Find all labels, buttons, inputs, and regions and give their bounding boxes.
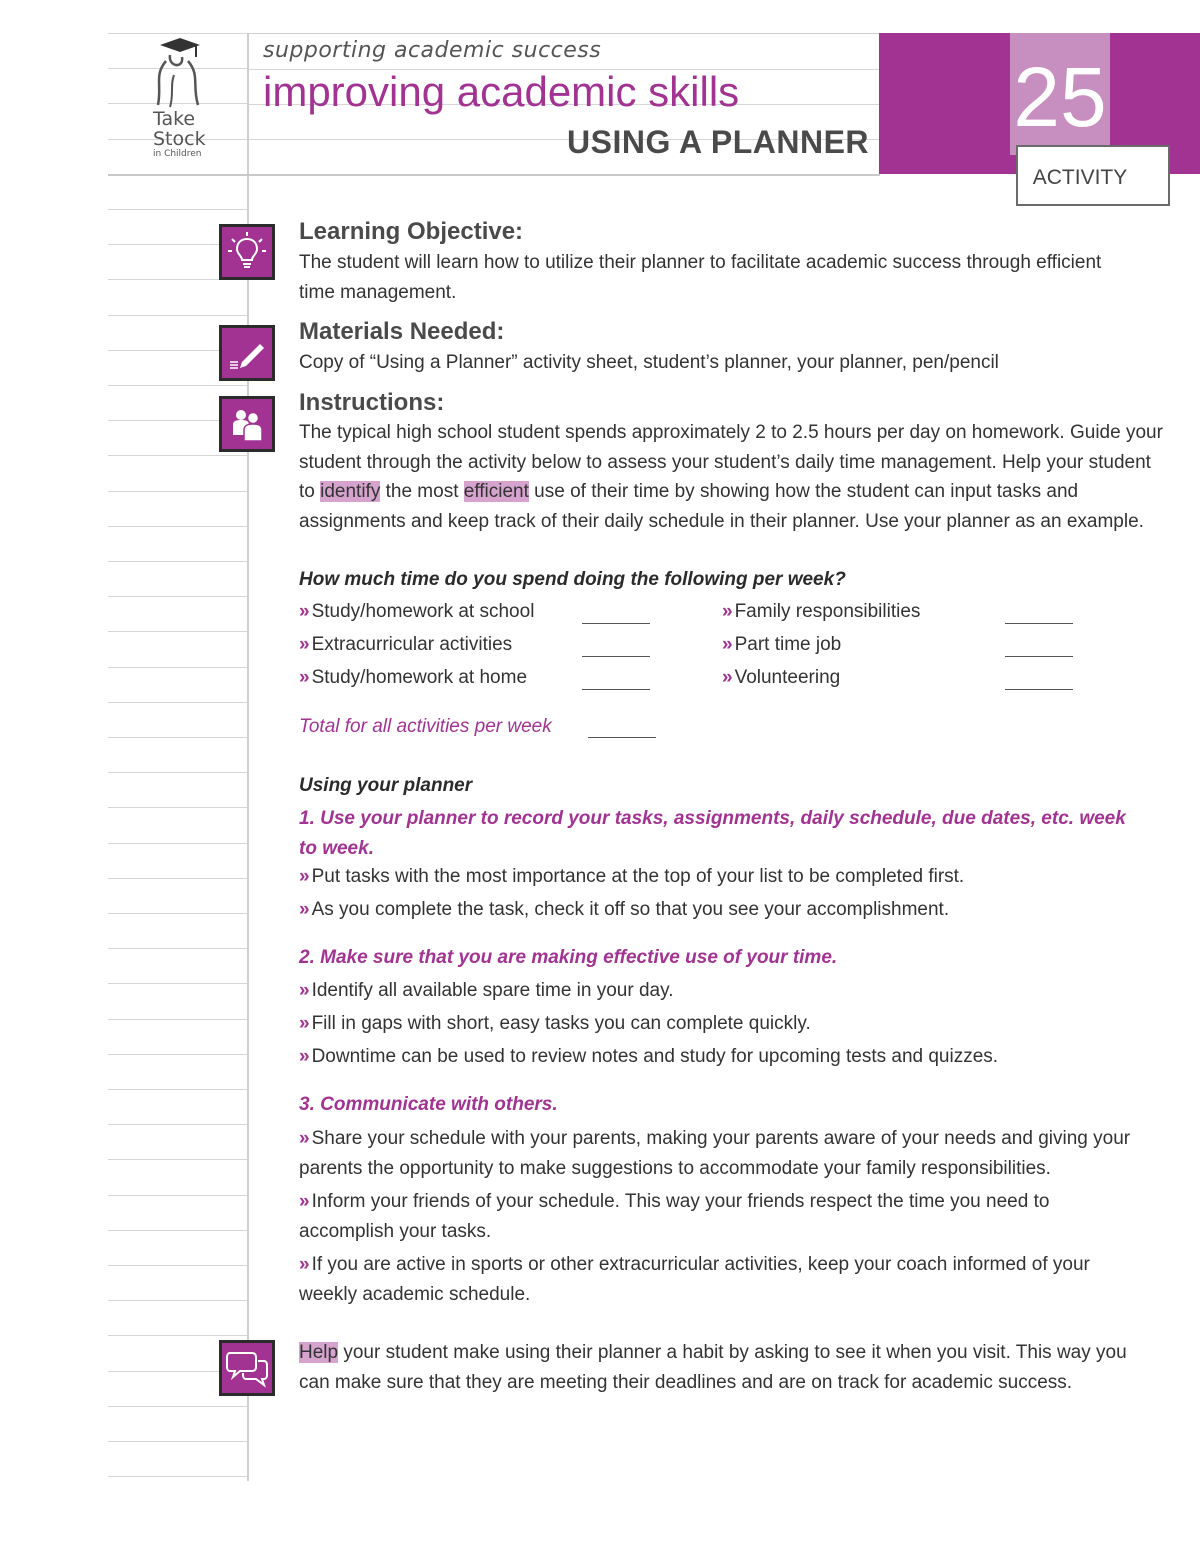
speech-bubbles-icon — [219, 1340, 275, 1396]
pencil-icon — [219, 325, 275, 381]
activity-subtitle: USING A PLANNER — [567, 124, 870, 160]
highlight-efficient: efficient — [463, 481, 529, 502]
step-1-heading: 1. Use your planner to record your tasks, assignments, daily schedule, due dates, etc. week to week. — [299, 808, 1126, 859]
ruled-line — [108, 983, 248, 984]
ruled-line — [108, 1335, 248, 1336]
logo-wordmark — [153, 110, 206, 159]
chevron-right-icon: » — [299, 667, 310, 688]
time-question-heading: How much time do you spend doing the following per week? — [299, 569, 846, 590]
instructions-heading: Instructions: — [299, 389, 445, 416]
ruled-line — [108, 843, 248, 844]
step-1-bullet: » Put tasks with the most importance at the top of your list to be completed first. — [299, 866, 965, 887]
ruled-line — [108, 315, 248, 316]
chevron-right-icon: » — [299, 1046, 310, 1067]
chevron-right-icon: » — [299, 980, 310, 1001]
logo-line-children: in Children — [153, 149, 202, 159]
activity-number: 25 — [1013, 50, 1107, 144]
ruled-line — [108, 455, 248, 456]
instructions-part: The typical high school student spends approximately 2 to 2.5 hours per day on homework. Guide your student through the activity below to assess your student’s daily time management. Help your student to — [299, 422, 1163, 502]
time-item: » Family responsibilities — [722, 601, 921, 622]
logo-line-take: Take — [153, 108, 196, 130]
header-top-line — [248, 33, 880, 34]
ruled-line — [108, 561, 248, 562]
materials-text: Copy of “Using a Planner” activity sheet, student’s planner, your planner, pen/pencil — [299, 352, 999, 373]
ruled-line — [108, 1195, 248, 1196]
supertitle: supporting academic success — [263, 38, 602, 63]
logo-line-stock: Stock — [153, 128, 206, 150]
answer-blank[interactable] — [1005, 656, 1073, 657]
ruled-line — [108, 385, 248, 386]
using-planner-heading: Using your planner — [299, 775, 473, 796]
total-label: Total for all activities per week — [299, 716, 552, 737]
step-3-bullet: » If you are active in sports or other extracurricular activities, keep your coach informed of your weekly academic schedule. — [299, 1254, 1090, 1305]
chevron-right-icon: » — [299, 1191, 310, 1212]
step-3-bullet: » Inform your friends of your schedule. This way your friends respect the time you need to accomplish your tasks. — [299, 1191, 1050, 1242]
learning-objective-text: The student will learn how to utilize their planner to facilitate academic success through efficient time management. — [299, 252, 1102, 303]
closing-body: your student make using their planner a habit by asking to see it when you visit. This way you can make sure that they are meeting their deadlines and are on track for academic success. — [299, 1342, 1127, 1393]
ruled-line — [108, 1054, 248, 1055]
highlight-help: Help — [299, 1342, 339, 1363]
step-2-heading: 2. Make sure that you are making effective use of your time. — [299, 947, 838, 968]
instructions-part: the most — [380, 481, 464, 502]
ruled-line — [108, 807, 248, 808]
chevron-right-icon: » — [299, 601, 310, 622]
ruled-line — [108, 631, 248, 632]
time-item: » Part time job — [722, 634, 842, 655]
chevron-right-icon: » — [722, 601, 733, 622]
ruled-line — [108, 1300, 248, 1301]
chevron-right-icon: » — [299, 1128, 310, 1149]
time-item: » Study/homework at home — [299, 667, 528, 688]
ruled-line — [108, 1406, 248, 1407]
learning-objective-heading: Learning Objective: — [299, 218, 524, 245]
time-item: » Study/homework at school — [299, 601, 535, 622]
chevron-right-icon: » — [299, 1254, 310, 1275]
ruled-line — [108, 1441, 248, 1442]
ruled-line — [108, 209, 248, 210]
ruled-line — [108, 596, 248, 597]
ruled-line — [108, 948, 248, 949]
chevron-right-icon: » — [722, 634, 733, 655]
step-1-bullet: » As you complete the task, check it off so that you see your accomplishment. — [299, 899, 950, 920]
lightbulb-icon — [219, 224, 275, 280]
ruled-line — [108, 878, 248, 879]
step-3-bullet: » Share your schedule with your parents, making your parents aware of your needs and giving your parents the opportunity to make suggestions to accommodate your family responsibilities. — [299, 1128, 1131, 1179]
answer-blank[interactable] — [582, 623, 650, 624]
chevron-right-icon: » — [299, 899, 310, 920]
activity-label: ACTIVITY — [1032, 166, 1128, 189]
step-2-bullet: » Downtime can be used to review notes and study for upcoming tests and quizzes. — [299, 1046, 999, 1067]
instructions-text — [299, 418, 1164, 536]
ruled-line — [108, 1089, 248, 1090]
materials-heading: Materials Needed: — [299, 318, 505, 345]
ruled-line — [108, 526, 248, 527]
people-icon — [219, 396, 275, 452]
header-bottom-line — [108, 174, 880, 176]
ruled-line — [108, 1159, 248, 1160]
ruled-line — [108, 702, 248, 703]
time-item: » Volunteering — [722, 667, 841, 688]
closing-text — [299, 1338, 1149, 1397]
ruled-line — [108, 33, 248, 34]
highlight-identify: identify — [320, 481, 381, 502]
page-title: improving academic skills — [263, 68, 740, 115]
ruled-line — [108, 772, 248, 773]
step-2-bullet: » Identify all available spare time in your day. — [299, 980, 674, 1001]
ruled-line — [108, 1019, 248, 1020]
answer-blank[interactable] — [1005, 623, 1073, 624]
ruled-line — [108, 737, 248, 738]
time-item: » Extracurricular activities — [299, 634, 513, 655]
chevron-right-icon: » — [299, 1013, 310, 1034]
chevron-right-icon: » — [299, 634, 310, 655]
ruled-line — [108, 667, 248, 668]
chevron-right-icon: » — [722, 667, 733, 688]
step-2-bullet: » Fill in gaps with short, easy tasks you can complete quickly. — [299, 1013, 811, 1034]
total-blank[interactable] — [588, 737, 656, 738]
chevron-right-icon: » — [299, 866, 310, 887]
ruled-line — [108, 1265, 248, 1266]
step-3-heading: 3. Communicate with others. — [299, 1094, 558, 1115]
answer-blank[interactable] — [582, 656, 650, 657]
answer-blank[interactable] — [1005, 689, 1073, 690]
ruled-line — [108, 1124, 248, 1125]
ruled-line — [108, 491, 248, 492]
ruled-line — [108, 1476, 248, 1477]
graduate-figure-icon — [140, 35, 230, 115]
ruled-line — [108, 913, 248, 914]
answer-blank[interactable] — [582, 689, 650, 690]
ruled-line — [108, 1230, 248, 1231]
instructions-part: use of their time by showing how the student can input tasks and assignments and keep track of their daily schedule in their planner. Use your planner as an example. — [299, 481, 1144, 532]
